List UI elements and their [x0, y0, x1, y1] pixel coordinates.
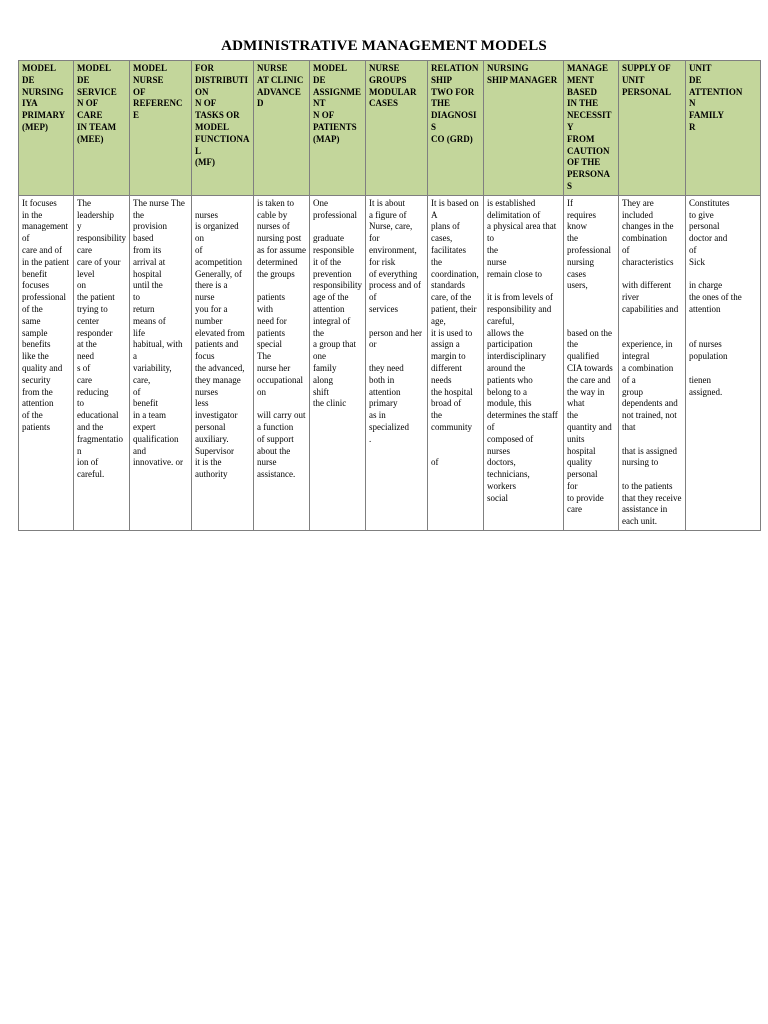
body-cell-reference: The nurse The the provision based from its arrival at hospital until the to return means of life habitual, with a variability, care, of benefit in a team expert qualification and innovative. or	[130, 195, 192, 530]
body-cell-mee: The leadership y responsibility care care of your level on the patient trying to center responder at the need s of care reducing to educational and the fragmentation ion of careful.	[74, 195, 130, 530]
header-cell-map: MODEL DE ASSIGNMENT N OF PATIENTS (MAP)	[310, 61, 366, 196]
body-cell-grd: It is based on A plans of cases, facilitates the coordination, standards care, of the patient, their age, it is used to assign a margin to different needs the hospital broad of the community of	[428, 195, 484, 530]
header-cell-mee: MODEL DE SERVICE N OF CARE IN TEAM (MEE)	[74, 61, 130, 196]
header-cell-modular: NURSE GROUPS MODULAR CASES	[366, 61, 428, 196]
header-cell-manager: NURSING SHIP MANAGER	[484, 61, 564, 196]
models-table	[18, 60, 761, 531]
header-cell-grd: RELATIONSHIP TWO FOR THE DIAGNOSIS CO (GRD)	[428, 61, 484, 196]
header-cell-family: UNIT DE ATTENTION N FAMILY R	[686, 61, 761, 196]
body-cell-modular: It is about a figure of Nurse, care, for environment, for risk of everything process and of of services person and her or they need both in attention primary as in specialized .	[366, 195, 428, 530]
body-cell-map: One professional graduate responsible it of the prevention responsibility age of the attention integral of the a group that one family along shift the clinic	[310, 195, 366, 530]
header-cell-reference: MODEL NURSE OF REFERENCE	[130, 61, 192, 196]
header-cell-clinic: NURSE AT CLINIC ADVANCED	[254, 61, 310, 196]
body-cell-functional: nurses is organized on of acompetition Generally, of there is a nurse you for a number elevated from patients and focus the advanced, they manage nurses less investigator personal auxiliary. Supervisor it is the authority	[192, 195, 254, 530]
body-cell-manager: is established delimitation of a physical area that to the nurse remain close to it is from levels of responsibility and careful, allows the participation interdisciplinary around the patients who belong to a module, this determines the staff of composed of nurses doctors, technicians, workers social	[484, 195, 564, 530]
header-row	[19, 61, 761, 196]
header-cell-necessity: MANAGEMENT BASED IN THE NECESSITY FROM CAUTION OF THE PERSONA S	[564, 61, 619, 196]
body-cell-supply: They are included changes in the combination of characteristics with different river capabilities and experience, in integral a combination of a group dependents and not trained, not that that is assigned nursing to to the patients that they receive assistance in each unit.	[619, 195, 686, 530]
body-cell-family: Constitutes to give personal doctor and of Sick in charge the ones of the attention of nurses population tienen assigned.	[686, 195, 761, 530]
header-cell-mep: MODEL DE NURSING IYA PRIMARY (MEP)	[19, 61, 74, 196]
body-cell-mep: It focuses in the management of care and of in the patient benefit focuses professional of the same sample benefits like the quality and security from the attention of the patients	[19, 195, 74, 530]
document-title: ADMINISTRATIVE MANAGEMENT MODELS	[221, 38, 547, 54]
body-cell-clinic: is taken to cable by nurses of nursing post as for assume determined the groups patients with need for patients special The nurse her occupational on will carry out a function of support about the nurse assistance.	[254, 195, 310, 530]
body-cell-necessity: If requires know the professional nursing cases users, based on the the qualified CIA towards the care and the way in what the quantity and units hospital quality personal for to provide care	[564, 195, 619, 530]
header-cell-supply: SUPPLY OF UNIT PERSONAL	[619, 61, 686, 196]
header-cell-functional: FOR DISTRIBUTION N OF TASKS OR MODEL FUNCTIONAL (MF)	[192, 61, 254, 196]
body-row	[19, 195, 761, 530]
